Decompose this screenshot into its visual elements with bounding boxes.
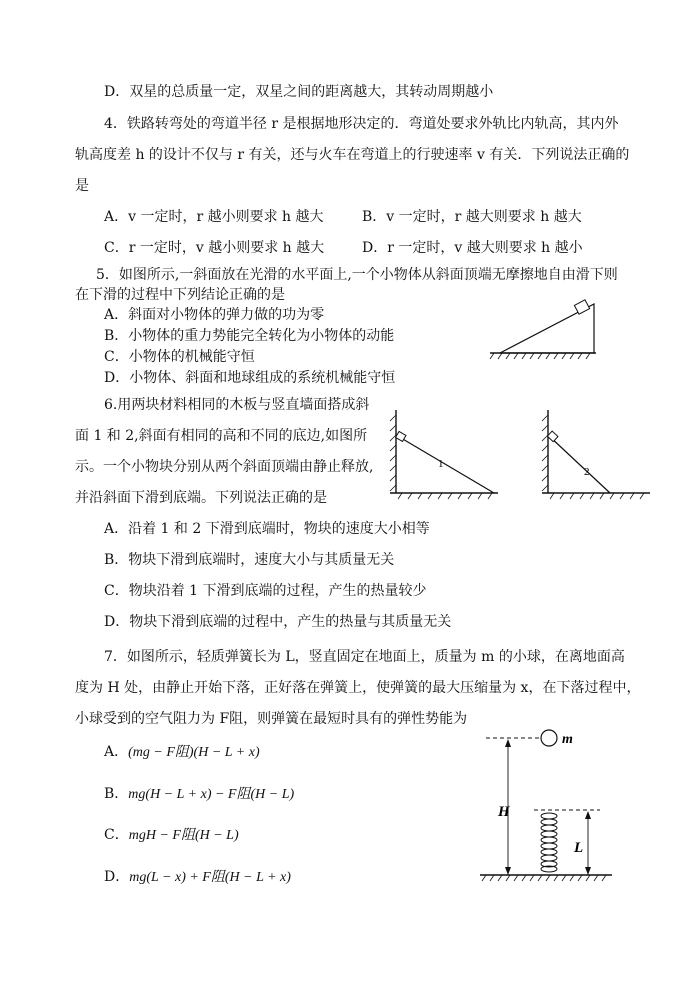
H-label: H [498,804,510,820]
ground-hatch [482,875,606,881]
wall-hatch [542,415,548,491]
ground-hatch [490,353,590,359]
q6-stem-line1: 6.用两块材料相同的木板与竖直墙面搭成斜 [104,397,370,413]
q7-option-a-letter: A． [104,744,129,760]
incline-1-label: 1 [438,458,444,470]
q7-spring-figure [478,728,618,888]
q7-option-d [104,868,291,887]
q7-stem-line3: 小球受到的空气阻力为 F阻，则弹簧在最短时具有的弹性势能为 [75,711,468,727]
q7-option-b-expr: mg(H − L + x) − F阻(H − L) [128,787,295,802]
q6-option-d: D．物块下滑到底端的过程中，产生的热量与其质量无关 [104,614,452,630]
q5-stem-line1: 5．如图所示,一斜面放在光滑的水平面上,一个小物体从斜面顶端无摩擦地自由滑下则 [96,267,618,283]
q4-stem-line2: 轨高度差 h 的设计不仅与 r 有关，还与火车在弯道上的行驶速率 v 有关．下列说法正确的 [75,147,630,163]
q7-option-a [104,743,260,762]
L-arrow-bottom [585,867,591,875]
q5-option-b: B．小物体的重力势能完全转化为小物体的动能 [104,328,395,344]
q4-option-c: C．r 一定时，v 越小则要求 h 越大 [104,240,325,256]
q4-stem-line1: 4．铁路转弯处的弯道半径 r 是根据地形决定的．弯道处要求外轨比内轨高，其内外 [104,116,619,132]
q6-incline-1-figure [386,405,501,500]
floor-hatch [398,493,492,499]
q7-option-d-letter: D． [104,869,130,885]
q6-stem-line4: 并沿斜面下滑到底端。下列说法正确的是 [75,490,327,506]
q7-stem-line2: 度为 H 处，由静止开始下落，正好落在弹簧上，使弹簧的最大压缩量为 x，在下落过程中， [75,680,641,696]
q5-incline-figure [486,290,596,365]
q7-option-b [104,785,294,804]
incline-2-label: 2 [584,466,590,478]
q7-option-c [104,826,239,845]
q6-option-b: B．物块下滑到底端时，速度大小与其质量无关 [104,552,395,568]
q6-stem-line2: 面 1 和 2,斜面有相同的高和不同的底边,如图所 [75,428,368,444]
floor-hatch [550,493,644,499]
q7-stem-line1: 7．如图所示，轻质弹簧长为 L，竖直固定在地面上，质量为 m 的小球，在离地面高 [104,649,625,665]
q4-option-d: D．r 一定时，v 越大则要求 h 越小 [362,240,583,256]
q7-option-b-letter: B． [104,786,129,802]
H-arrow-bottom [505,867,511,875]
incline-2-line [548,435,610,493]
wall-hatch [390,415,396,491]
q4-stem-line3: 是 [75,178,89,194]
q5-option-a: A．斜面对小物体的弹力做的功为零 [104,307,325,323]
q7-option-d-expr: mg(L − x) + F阻(H − L + x) [129,870,291,885]
q5-option-c: C．小物体的机械能守恒 [104,349,255,365]
q6-option-a: A．沿着 1 和 2 下滑到底端时，物块的速度大小相等 [104,521,430,537]
q3-option-d: D．双星的总质量一定，双星之间的距离越大，其转动周期越小 [104,84,494,100]
q7-option-c-expr: mgH − F阻(H − L) [128,828,239,843]
L-arrow-top [585,811,591,819]
ball [541,730,557,746]
incline-1-line [396,435,494,493]
block-2 [547,431,558,442]
q5-stem-line2: 在下滑的过程中下列结论正确的是 [75,287,285,303]
spring-coils [541,813,557,872]
small-block [574,300,589,314]
q5-option-d: D．小物体、斜面和地球组成的系统机械能守恒 [104,370,396,386]
q7-option-a-expr: (mg − F阻)(H − L + x) [128,745,260,760]
q6-option-c: C．物块沿着 1 下滑到底端的过程，产生的热量较少 [104,583,427,599]
L-label: L [574,840,584,856]
H-arrow-top [505,739,511,747]
q6-incline-2-figure [538,405,653,500]
q7-option-c-letter: C． [104,827,129,843]
q6-stem-line3: 示。一个小物块分别从两个斜面顶端由静止释放, [75,459,374,475]
ball-mass-label: m [562,732,573,747]
q4-option-b: B．v 一定时，r 越大则要求 h 越大 [362,209,582,225]
q4-option-a: A．v 一定时，r 越小则要求 h 越大 [104,209,324,225]
